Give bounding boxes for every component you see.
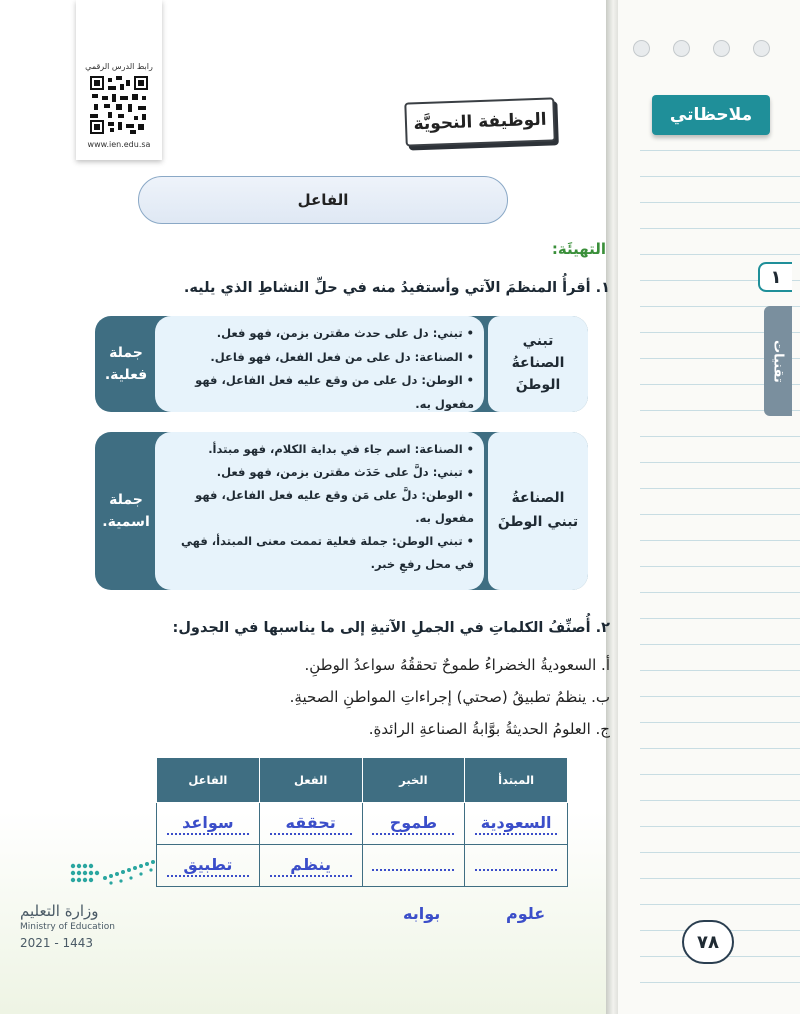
notebook-rule-line <box>640 618 800 619</box>
answer-cell[interactable] <box>362 803 465 845</box>
panel-2-type-word: اسمية. <box>102 514 150 530</box>
extra-answer-mubtada: علوم <box>506 904 546 923</box>
notebook-rule-line <box>640 774 800 775</box>
notes-column <box>618 0 800 1014</box>
ministry-logo-icon <box>65 856 165 896</box>
binder-ring <box>673 40 690 57</box>
warmup-heading: التهيئَة: <box>551 240 606 258</box>
bullet-item: • تبني: دل على حدث مقترن بزمن، فهو فعل. <box>165 322 474 346</box>
table-header: الفعل <box>259 758 362 803</box>
answer-text: سواعد <box>167 813 249 835</box>
bullet-item: • تبني الوطن: جملة فعلية تممت معنى المبتدأ، فهي في محل رفعِ خبر. <box>165 530 474 576</box>
table-header: الخبر <box>362 758 465 803</box>
panel-1-explanation <box>155 316 484 412</box>
panel-1-type-word: فعلية. <box>104 367 148 383</box>
organizer-panel-nominal <box>95 432 588 590</box>
answer-cell[interactable] <box>157 803 260 845</box>
panel-2-type-word: جملة <box>109 491 143 508</box>
extra-answer-khabar: بوابه <box>403 904 441 923</box>
question-2: ٢. أُصنِّفُ الكلماتِ في الجملِ الآتيةِ إلى ما يناسبها في الجدول: <box>172 620 610 636</box>
notebook-rule-line <box>640 202 800 203</box>
notebook-rule-line <box>640 826 800 827</box>
qr-url[interactable]: www.ien.edu.sa <box>87 140 151 149</box>
page-number: ٧٨ <box>682 920 734 964</box>
notebook-rule-line <box>640 228 800 229</box>
bullet-item: • الوطن: دل على من وقع عليه فعل الفاعل، فهو مفعول به. <box>165 369 474 416</box>
notebook-rule-line <box>640 748 800 749</box>
answer-cell[interactable] <box>259 845 362 887</box>
notebook-rule-line <box>640 852 800 853</box>
notebook-rule-line <box>640 254 800 255</box>
sentence-b: ب. ينظمُ تطبيقُ (صحتي) إجراءاتِ المواطنِ الصحيةِ. <box>289 688 610 706</box>
panel-1-sentence-word: تبني <box>522 333 554 350</box>
bullet-item: • الصناعة: اسم جاء في بداية الكلام، فهو مبتدأ. <box>165 438 474 461</box>
panel-2-type <box>95 432 157 590</box>
notebook-rule-line <box>640 436 800 437</box>
answer-text <box>475 868 557 871</box>
lesson-title: الفاعل <box>138 176 508 224</box>
qr-label: رابط الدرس الرقمي <box>85 62 153 71</box>
notebook-rule-line <box>640 462 800 463</box>
edition-year: 2021 - 1443 <box>20 936 94 950</box>
notebook-rule-line <box>640 670 800 671</box>
notebook-rule-line <box>640 982 800 983</box>
panel-1-sentence-word: الوطنَ <box>515 376 561 393</box>
table-row <box>157 803 568 845</box>
answer-text <box>372 868 454 871</box>
sentence-a: أ. السعوديةُ الخضراءُ طموحٌ تحققُهُ سواعدُ الوطنِ. <box>304 656 610 674</box>
answer-cell[interactable] <box>465 803 568 845</box>
notebook-rule-line <box>640 644 800 645</box>
book-spine <box>606 0 618 1014</box>
qr-code-icon <box>90 76 148 134</box>
notebook-rule-line <box>640 722 800 723</box>
notebook-rule-line <box>640 800 800 801</box>
sentence-c: ج. العلومُ الحديثةُ بوَّابةُ الصناعةِ الرائدةِ. <box>368 720 610 738</box>
answer-text: تطبيق <box>167 855 249 877</box>
notes-title: ملاحظاتي <box>652 95 770 135</box>
panel-2-sentence-word: تبني الوطنَ <box>497 514 579 530</box>
ministry-name-arabic: وزارة التعليم <box>20 902 99 920</box>
notebook-rule-line <box>640 696 800 697</box>
notebook-rule-line <box>640 150 800 151</box>
answer-text: السعودية <box>475 813 557 835</box>
organizer-panel-verbal <box>95 316 588 412</box>
answer-cell[interactable] <box>157 845 260 887</box>
table-header: المبتدأ <box>465 758 568 803</box>
binder-ring <box>753 40 770 57</box>
unit-number: ١ <box>758 262 792 292</box>
bullet-item: • تبني: دلَّ على حَدَث مقترن بزمن، فهو فعل. <box>165 461 474 484</box>
bullet-item: • الصناعة: دل على من فعل الفعل، فهو فاعل. <box>165 346 474 370</box>
binder-ring <box>713 40 730 57</box>
panel-1-type <box>95 316 157 412</box>
notebook-rule-line <box>640 592 800 593</box>
answer-text: ينظم <box>270 855 352 877</box>
notebook-rule-line <box>640 566 800 567</box>
digital-lesson-qr-card[interactable] <box>76 0 162 160</box>
binder-ring <box>633 40 650 57</box>
bullet-item: • الوطن: دلَّ على مَن وقع عليه فعل الفاعل، فهو مفعول به. <box>165 484 474 530</box>
panel-1-sentence <box>488 316 588 412</box>
notebook-rule-line <box>640 514 800 515</box>
lesson-badge: الوظيفة النحويَّة <box>404 97 555 146</box>
panel-1-sentence-word: الصناعةُ <box>511 355 565 372</box>
unit-name-tab: تقنيات <box>764 306 792 416</box>
panel-2-sentence <box>488 432 588 590</box>
table-row <box>157 845 568 887</box>
panel-1-type-word: جملة <box>109 344 143 361</box>
ministry-name-english: Ministry of Education <box>20 922 115 932</box>
notebook-rule-line <box>640 488 800 489</box>
answer-cell[interactable] <box>259 803 362 845</box>
notebook-rule-line <box>640 176 800 177</box>
answer-text: طموح <box>372 813 454 835</box>
classification-table <box>156 757 568 887</box>
question-1: ١. أقرأُ المنظمَ الآتي وأستفيدُ منه في حلِّ النشاطِ الذي يليه. <box>183 280 610 296</box>
answer-cell[interactable] <box>465 845 568 887</box>
table-header: الفاعل <box>157 758 260 803</box>
answer-cell[interactable] <box>362 845 465 887</box>
notebook-rule-line <box>640 540 800 541</box>
panel-2-explanation <box>155 432 484 590</box>
notebook-rule-line <box>640 878 800 879</box>
notebook-rule-line <box>640 904 800 905</box>
panel-2-sentence-word: الصناعةُ <box>511 490 565 507</box>
answer-text: تحققه <box>270 813 352 835</box>
